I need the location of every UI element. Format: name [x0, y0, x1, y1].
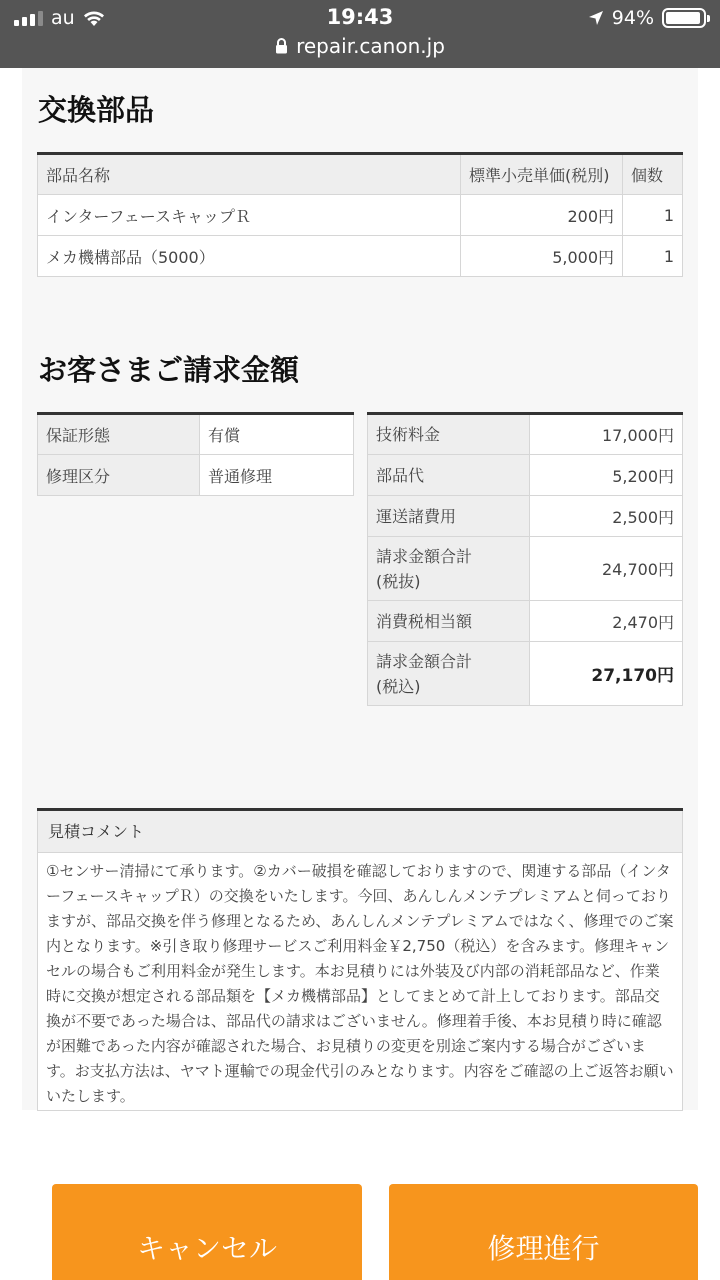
part-name: インターフェースキャップＲ [38, 195, 461, 236]
parts-table [37, 152, 683, 277]
subtotal-value: 24,700円 [530, 537, 683, 601]
warranty-value: 有償 [200, 414, 354, 455]
subtotal-label-line2: (税抜) [376, 571, 421, 591]
battery-percent: 94% [611, 7, 654, 29]
clock: 19:43 [326, 5, 394, 29]
parts-col-qty: 個数 [623, 154, 683, 195]
part-qty: 1 [623, 195, 683, 236]
subtotal-label-line1: 請求金額合計 [376, 546, 473, 566]
table-row [368, 455, 683, 496]
technical-fee-label: 技術料金 [368, 414, 530, 455]
subtotal-label [368, 537, 530, 601]
table-row [368, 496, 683, 537]
shipping-fee-label: 運送諸費用 [368, 496, 530, 537]
parts-table-header [38, 154, 683, 195]
table-row [368, 537, 683, 601]
table-row [38, 414, 354, 455]
repair-type-value: 普通修理 [200, 455, 354, 496]
tax-value: 2,470円 [530, 601, 683, 642]
repair-type-label: 修理区分 [38, 455, 200, 496]
shipping-fee-value: 2,500円 [530, 496, 683, 537]
address-bar[interactable] [0, 34, 720, 58]
battery-icon [662, 8, 706, 28]
total-label [368, 642, 530, 706]
estimate-comment [37, 808, 683, 1111]
parts-col-name: 部品名称 [38, 154, 461, 195]
part-price: 5,000円 [461, 236, 623, 277]
table-row [368, 642, 683, 706]
table-row [38, 236, 683, 277]
table-row [38, 455, 354, 496]
total-label-line1: 請求金額合計 [376, 651, 473, 671]
parts-fee-label: 部品代 [368, 455, 530, 496]
part-name: メカ機構部品（5000） [38, 236, 461, 277]
estimate-comment-body: ①センサー清掃にて承ります。②カバー破損を確認しておりますので、関連する部品（インターフェースキャップＲ）の交換をいたします。今回、あんしんメンテプレミアムと伺っておりますが、部品交換を伴う修理となるため、あんしんメンテプレミアムではなく、修理でのご案内となります。※引き取り修理サービスご利用料金￥2,750（税込）を含みます。修理キャンセルの場合もご利用料金が発生します。本お見積りには外装及び内部の消耗部品など、作業時に交換が想定される部品類を【メカ機構部品】としてまとめて計上しております。部品交換が不要であった場合は、部品代の請求はございません。修理着手後、本お見積り時に確認が困難であった内容が確認された場合、お見積りの変更を別途ご案内する場合がございます。お支払方法は、ヤマト運輸での現金代引のみとなります。内容をご確認の上ご返答お願いいたします。 [37, 853, 683, 1111]
technical-fee-value: 17,000円 [530, 414, 683, 455]
table-row [38, 195, 683, 236]
tax-label: 消費税相当額 [368, 601, 530, 642]
billing-table [367, 412, 683, 706]
parts-col-price: 標準小売単価(税別) [461, 154, 623, 195]
warranty-label: 保証形態 [38, 414, 200, 455]
location-arrow-icon [588, 10, 604, 26]
lock-icon [275, 38, 288, 54]
carrier-label: au [51, 7, 75, 29]
total-label-line2: (税込) [376, 676, 421, 696]
warranty-table [37, 412, 354, 496]
parts-fee-value: 5,200円 [530, 455, 683, 496]
part-qty: 1 [623, 236, 683, 277]
part-price: 200円 [461, 195, 623, 236]
table-row [368, 414, 683, 455]
status-right [588, 6, 706, 30]
browser-top-bar [0, 0, 720, 68]
table-row [368, 601, 683, 642]
proceed-repair-button[interactable]: 修理進行 [389, 1184, 698, 1280]
url-text: repair.canon.jp [296, 34, 445, 58]
billing-section-title: お客さまご請求金額 [38, 353, 300, 387]
parts-section-title: 交換部品 [38, 93, 155, 127]
total-value: 27,170円 [530, 642, 683, 706]
estimate-comment-title: 見積コメント [37, 811, 683, 853]
cancel-button[interactable]: キャンセル [52, 1184, 362, 1280]
